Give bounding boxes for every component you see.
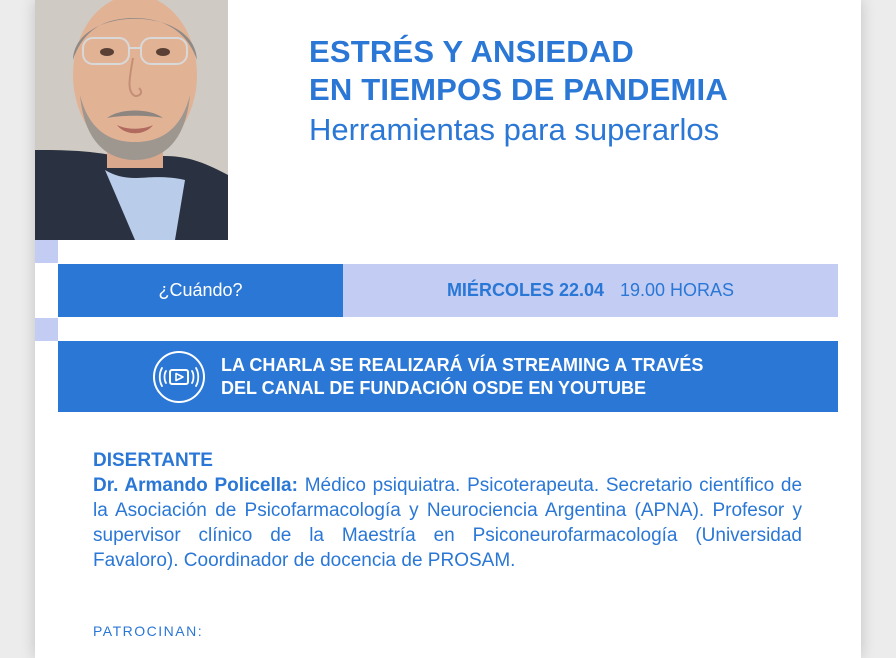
speaker-name: Dr. Armando Policella:: [93, 475, 298, 496]
schedule-date: MIÉRCOLES 22.04: [446, 280, 604, 300]
event-title-line2: EN TIEMPOS DE PANDEMIA: [309, 72, 728, 107]
streaming-text: [221, 354, 703, 400]
speaker-section: [93, 448, 802, 573]
schedule-row: [58, 264, 838, 317]
play-stream-icon: [152, 350, 206, 404]
speaker-portrait-illustration: [35, 0, 228, 240]
event-title-block: [309, 33, 829, 151]
streaming-text-line1: LA CHARLA SE REALIZARÁ VÍA STREAMING A TRAVÉS: [221, 355, 704, 375]
streaming-text-line2: DEL CANAL DE FUNDACIÓN OSDE EN YOUTUBE: [221, 378, 647, 398]
speaker-bio-paragraph: [93, 473, 802, 573]
schedule-time: 19.00 HORAS: [620, 280, 735, 300]
schedule-label: ¿Cuándo?: [58, 264, 343, 317]
event-card: [35, 0, 861, 658]
event-title-line1: ESTRÉS Y ANSIEDAD: [309, 34, 634, 69]
speaker-heading: DISERTANTE: [93, 450, 213, 471]
decorative-square-bottom: [35, 318, 58, 341]
event-subtitle: Herramientas para superarlos: [309, 112, 720, 147]
sponsors-label: PATROCINAN:: [93, 623, 204, 639]
speaker-photo: [35, 0, 228, 240]
schedule-value: [343, 264, 838, 317]
streaming-banner: [58, 341, 838, 412]
speaker-bio: Médico psiquiatra. Psicoterapeuta. Secretario científico de la Asociación de Psicofarmacología y Neurociencia Argentina (APNA). Profesor y supervisor clínico de la Maestría en Psiconeurofarmacología (Universidad Favaloro). Coordinador de docencia de PROSAM.: [93, 475, 803, 571]
decorative-square-top: [35, 240, 58, 263]
